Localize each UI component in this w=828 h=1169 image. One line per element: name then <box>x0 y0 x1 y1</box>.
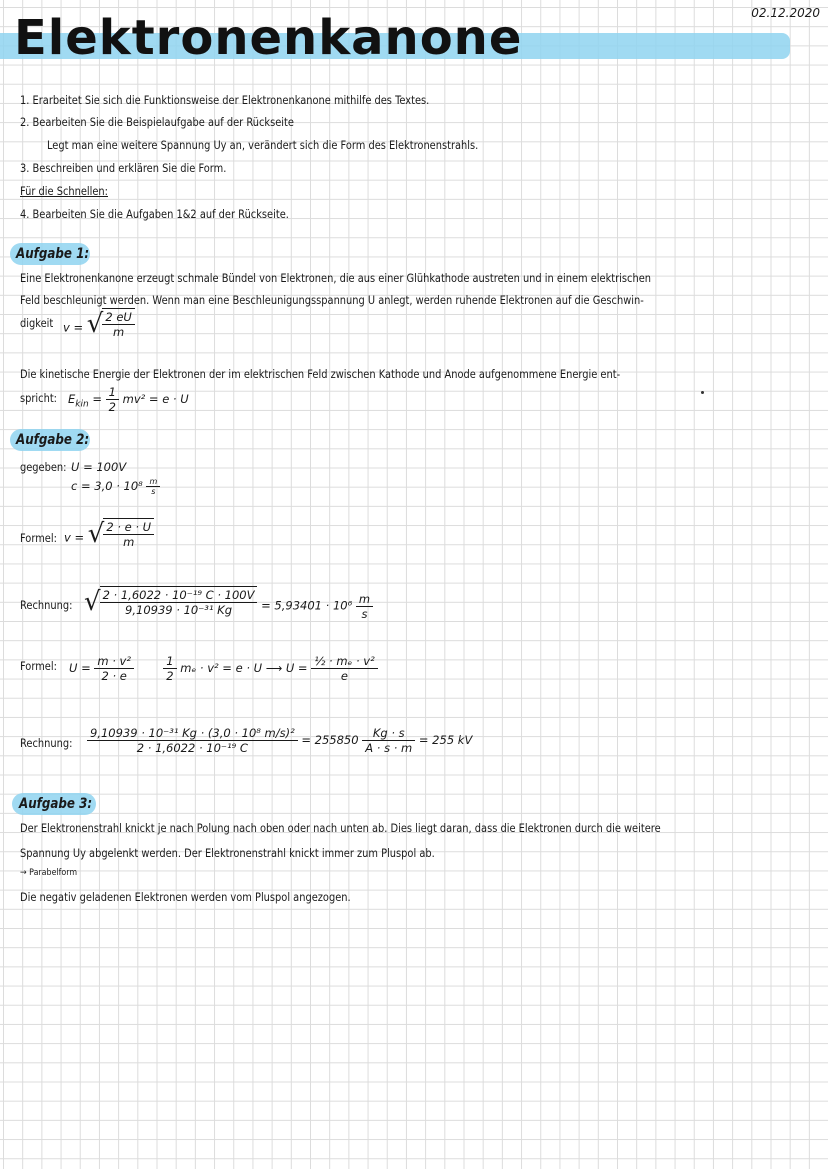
heading-aufgabe-3: Aufgabe 3: <box>19 796 93 812</box>
velocity-lhs: v = <box>63 320 84 335</box>
given-c-unit-num: m <box>146 477 160 487</box>
sqrt-radical-icon: √ <box>84 586 101 617</box>
heading-aufgabe-2: Aufgabe 2: <box>16 432 90 448</box>
formula-2-lhs: U = <box>69 661 91 675</box>
task-3: 3. Beschreiben und erklären Sie die Form. <box>20 162 227 175</box>
calc-1 <box>84 586 373 621</box>
velocity-formula <box>63 308 135 339</box>
formula-2 <box>69 654 378 683</box>
given-u: U = 100V <box>71 460 127 474</box>
ekin-formula <box>68 385 189 414</box>
ekin-half-num: 1 <box>106 385 119 400</box>
velocity-numerator: 2 eU <box>102 310 134 325</box>
a1-line-1: Eine Elektronenkanone erzeugt schmale Bündel von Elektronen, die aus einer Glühkathode austreten und in einem elektrischen <box>20 272 651 285</box>
formula-2-half-num: 1 <box>163 654 176 669</box>
calc-1-denominator: 9,10939 · 10⁻³¹ Kg <box>125 603 232 617</box>
formula-2-label: Formel: <box>20 660 57 673</box>
formula-1-lhs: v = <box>64 530 85 545</box>
a3-line-4: Die negativ geladenen Elektronen werden vom Pluspol angezogen. <box>20 891 351 904</box>
calc-2 <box>87 726 472 755</box>
given-c-unit-den: s <box>151 487 156 496</box>
formula-1-label: Formel: <box>20 532 57 545</box>
task-2: 2. Bearbeiten Sie die Beispielaufgabe auf der Rückseite <box>20 116 294 129</box>
formula-2-rhs-numerator: ½ · mₑ · v² <box>311 654 378 669</box>
task-2-detail: Legt man eine weitere Spannung Uy an, verändert sich die Form des Elektronenstrahls. <box>47 139 479 152</box>
a1-line-4: Die kinetische Energie der Elektronen der im elektrischen Feld zwischen Kathode und Anode aufgenommene Energie ent- <box>20 368 621 381</box>
formula-2-mid: mₑ · v² = e · U ⟶ U = <box>180 661 308 675</box>
a1-line-5: spricht: <box>20 392 58 405</box>
calc-2-label: Rechnung: <box>20 737 73 750</box>
a3-line-3: → Parabelform <box>20 868 78 878</box>
calc-2-result: = 255850 <box>301 733 359 747</box>
given-c <box>71 477 160 496</box>
calc-2-unit-den: A · s · m <box>365 741 413 755</box>
formula-1 <box>64 518 154 549</box>
sqrt-radical-icon: √ <box>86 308 104 339</box>
calc-1-unit-num: m <box>356 592 373 607</box>
given-c-value: c = 3,0 · 10⁸ <box>71 479 143 493</box>
formula-1-numerator: 2 · e · U <box>103 520 154 535</box>
calc-1-label: Rechnung: <box>20 599 73 612</box>
a1-line-3: digkeit <box>20 317 54 330</box>
given-label: gegeben: <box>20 461 67 474</box>
sqrt-sign <box>87 308 135 339</box>
formula-1-denominator: m <box>123 535 135 549</box>
formula-2-rhs-denominator: e <box>340 669 348 683</box>
calc-1-result: = 5,93401 · 10⁶ <box>261 598 353 613</box>
calc-2-denominator: 2 · 1,6022 · 10⁻¹⁹ C <box>136 741 248 755</box>
ekin-half-den: 2 <box>108 400 116 414</box>
calc-2-numerator: 9,10939 · 10⁻³¹ Kg · (3,0 · 10⁸ m/s)² <box>87 726 298 741</box>
calc-1-unit-den: s <box>361 606 368 621</box>
a3-line-2: Spannung Uy abgelenkt werden. Der Elektronenstrahl knickt immer zum Pluspol ab. <box>20 847 435 860</box>
calc-2-unit-num: Kg · s <box>362 726 415 741</box>
a1-line-2: Feld beschleunigt werden. Wenn man eine Beschleunigungsspannung U anlegt, werden ruhende Elektronen auf die Geschwin- <box>20 294 644 307</box>
date: 02.12.2020 <box>751 6 820 20</box>
formula-2-denominator: 2 · e <box>101 669 127 683</box>
formula-2-half-den: 2 <box>166 669 174 683</box>
calc-2-final: = 255 kV <box>418 733 473 747</box>
velocity-denominator: m <box>112 325 125 339</box>
a3-line-1: Der Elektronenstrahl knickt je nach Polung nach oben oder nach unten ab. Dies liegt daran, dass die Elektronen durch die weitere <box>20 822 661 835</box>
task-1: 1. Erarbeitet Sie sich die Funktionsweise der Elektronenkanone mithilfe des Textes. <box>20 94 430 107</box>
page-title: Elektronenkanone <box>14 10 523 66</box>
calc-1-numerator: 2 · 1,6022 · 10⁻¹⁹ C · 100V <box>100 588 258 603</box>
ekin-eq: = <box>92 392 102 406</box>
sqrt-radical-icon: √ <box>87 518 105 549</box>
fast-label: Für die Schnellen: <box>20 185 108 198</box>
stray-dot <box>701 391 704 394</box>
formula-2-numerator: m · v² <box>94 654 134 669</box>
heading-aufgabe-1: Aufgabe 1: <box>16 246 90 262</box>
ekin-sub: kin <box>75 399 89 410</box>
task-4: 4. Bearbeiten Sie die Aufgaben 1&2 auf der Rückseite. <box>20 208 289 221</box>
ekin-rest: mv² = e · U <box>122 392 189 406</box>
ekin-lhs: E <box>68 392 76 406</box>
